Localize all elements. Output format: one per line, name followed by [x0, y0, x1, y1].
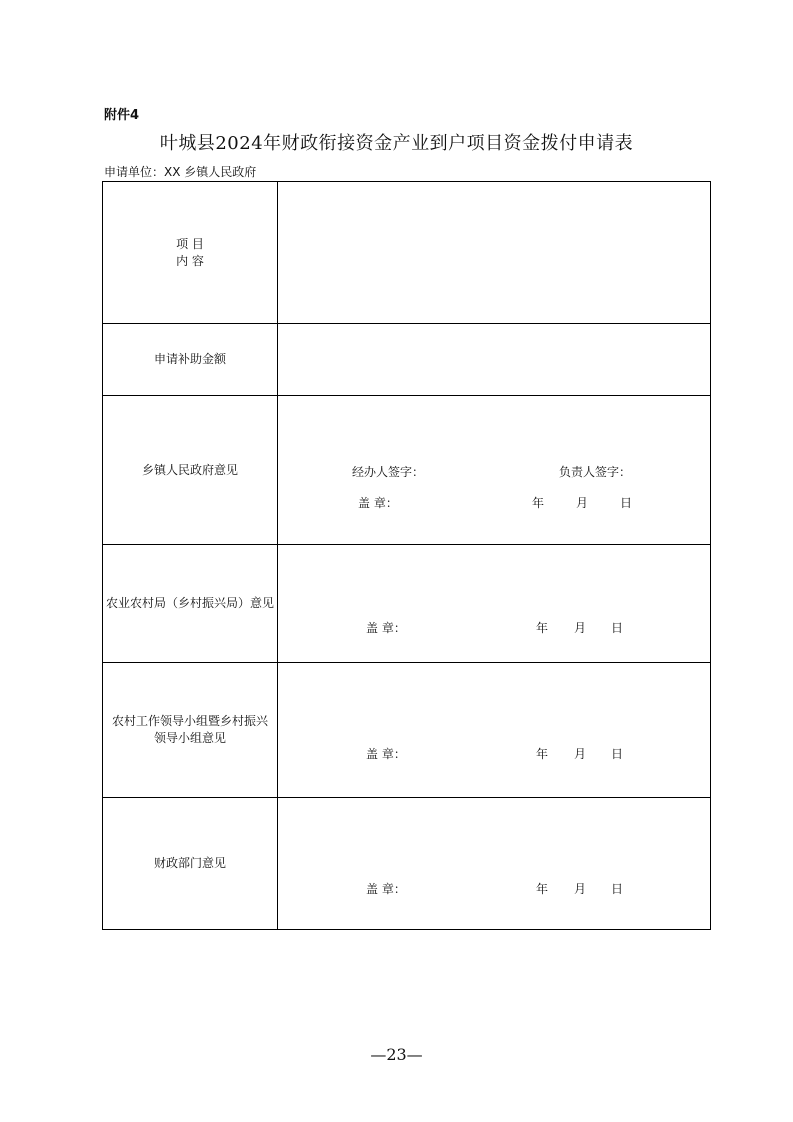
- row-agriculture-opinion: [103, 545, 711, 663]
- agriculture-year-label: 年: [536, 621, 549, 635]
- form-title: 叶城县2024年财政衔接资金产业到户项目资金拨付申请表: [159, 133, 634, 154]
- handler-signature-label: 经办人签字：: [352, 465, 425, 479]
- subsidy-amount-label: [103, 324, 278, 396]
- finance-opinion-label: [103, 798, 278, 930]
- township-year-label: 年: [532, 496, 545, 510]
- leadership-year-label: 年: [536, 747, 549, 761]
- subsidy-amount-label-text: 申请补助金额: [153, 352, 226, 366]
- subsidy-amount-field[interactable]: [278, 324, 711, 396]
- finance-opinion-field[interactable]: [278, 798, 711, 930]
- township-opinion-label-text: 乡镇人民政府意见: [141, 462, 238, 477]
- agriculture-day-label: 日: [611, 621, 624, 635]
- row-project-content: [103, 182, 711, 324]
- township-opinion-field[interactable]: [278, 396, 711, 545]
- leadership-opinion-field[interactable]: [278, 663, 711, 798]
- project-content-label-line1: 项 目: [176, 236, 204, 251]
- agriculture-opinion-label: [103, 545, 278, 663]
- leadership-opinion-label-line2: 领导小组意见: [153, 731, 226, 745]
- township-month-label: 月: [576, 496, 589, 510]
- project-content-label: [103, 182, 278, 324]
- agriculture-seal-label: 盖 章：: [366, 621, 406, 635]
- finance-seal-label: 盖 章：: [366, 882, 406, 896]
- row-subsidy-amount: [103, 324, 711, 396]
- township-seal-label: 盖 章：: [358, 496, 398, 510]
- attachment-label: 附件4: [104, 108, 140, 123]
- project-content-field[interactable]: [278, 182, 711, 324]
- leadership-seal-label: 盖 章：: [366, 747, 406, 761]
- row-township-opinion: [103, 396, 711, 545]
- applicant-unit: 申请单位：XX 乡镇人民政府: [104, 165, 257, 179]
- finance-month-label: 月: [574, 882, 587, 896]
- leadership-month-label: 月: [574, 747, 587, 761]
- finance-year-label: 年: [536, 882, 549, 896]
- finance-day-label: 日: [611, 882, 624, 896]
- application-form-table: [102, 181, 711, 930]
- page-number: —23—: [370, 1045, 423, 1064]
- row-finance-opinion: [103, 798, 711, 930]
- agriculture-month-label: 月: [574, 621, 587, 635]
- project-content-label-line2: 内 容: [176, 253, 204, 268]
- agriculture-opinion-field[interactable]: [278, 545, 711, 663]
- row-leadership-opinion: [103, 663, 711, 798]
- finance-opinion-label-text: 财政部门意见: [153, 856, 226, 870]
- township-opinion-label: [103, 396, 278, 545]
- responsible-signature-label: 负责人签字：: [559, 465, 632, 479]
- leadership-opinion-label-line1: 农村工作领导小组暨乡村振兴: [111, 714, 268, 728]
- leadership-opinion-label: [103, 663, 278, 798]
- township-day-label: 日: [620, 496, 633, 510]
- agriculture-opinion-label-text: 农业农村局（乡村振兴局）意见: [105, 596, 274, 610]
- leadership-day-label: 日: [611, 747, 624, 761]
